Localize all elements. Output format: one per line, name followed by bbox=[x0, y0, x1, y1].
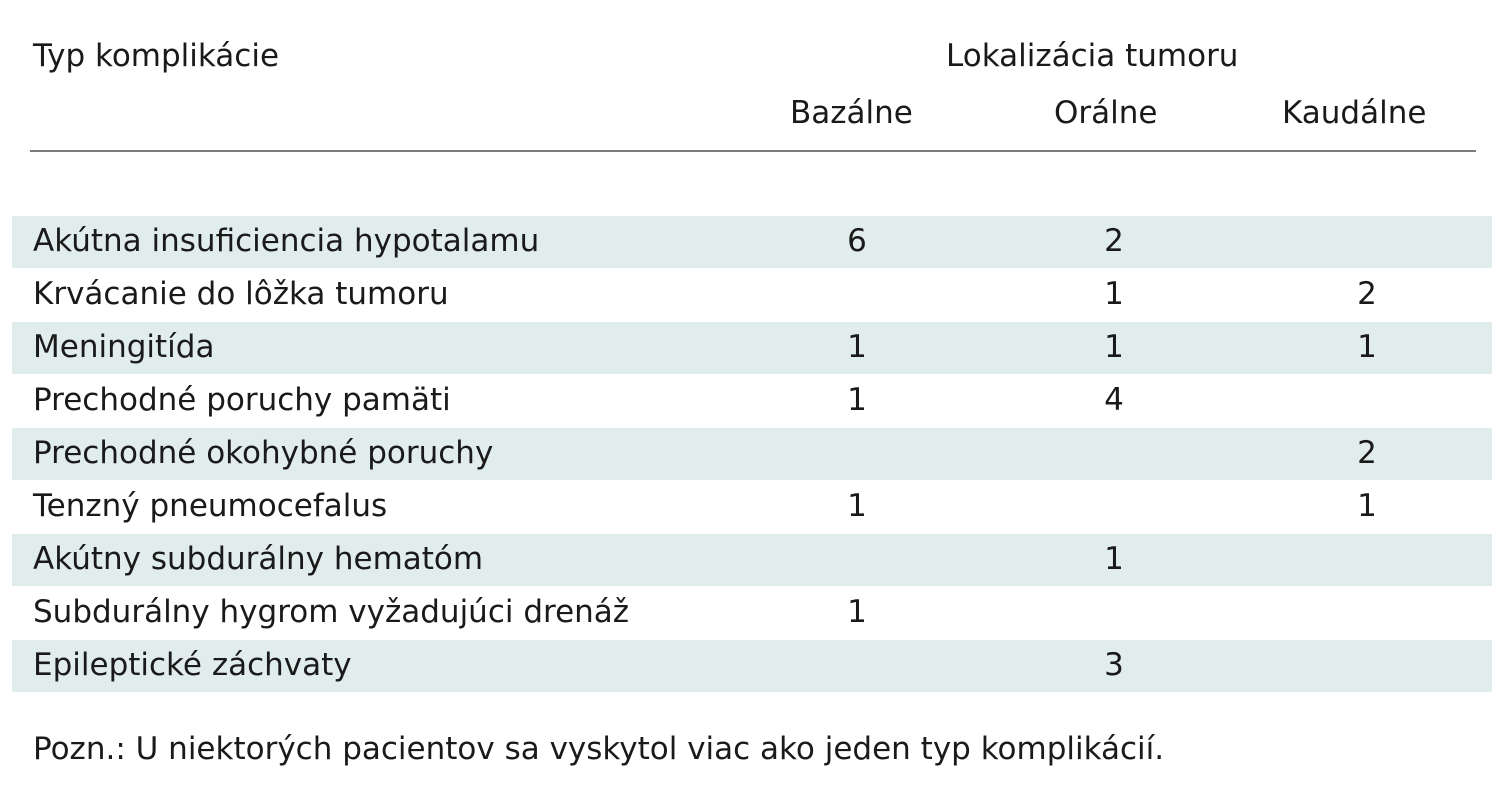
table-row bbox=[12, 269, 1492, 321]
row-value-orálne: 1 bbox=[1104, 329, 1124, 365]
row-value-bazálne: 1 bbox=[847, 594, 867, 630]
table-row bbox=[12, 375, 1492, 427]
row-value-orálne: 1 bbox=[1104, 541, 1124, 577]
row-value-kaudálne: 1 bbox=[1357, 488, 1377, 524]
header-col-bazalne: Bazálne bbox=[790, 95, 913, 131]
row-value-kaudálne: 2 bbox=[1357, 276, 1377, 312]
header-divider bbox=[30, 150, 1476, 152]
table-row bbox=[12, 640, 1492, 692]
row-value-orálne: 2 bbox=[1104, 223, 1124, 259]
table-row bbox=[12, 534, 1492, 586]
header-tumor-location: Lokalizácia tumoru bbox=[946, 38, 1239, 74]
row-label: Meningitída bbox=[33, 329, 215, 365]
row-label: Epileptické záchvaty bbox=[33, 647, 352, 683]
row-value-orálne: 1 bbox=[1104, 276, 1124, 312]
row-label: Prechodné poruchy pamäti bbox=[33, 382, 451, 418]
row-value-bazálne: 1 bbox=[847, 382, 867, 418]
table-row bbox=[12, 428, 1492, 480]
header-col-oralne: Orálne bbox=[1054, 95, 1158, 131]
header-complication-type: Typ komplikácie bbox=[33, 38, 280, 74]
table-row bbox=[12, 587, 1492, 639]
row-value-bazálne: 1 bbox=[847, 488, 867, 524]
table-row bbox=[12, 481, 1492, 533]
row-label: Akútny subdurálny hematóm bbox=[33, 541, 484, 577]
row-label: Krvácanie do lôžka tumoru bbox=[33, 276, 449, 312]
row-label: Prechodné okohybné poruchy bbox=[33, 435, 494, 471]
row-label: Subdurálny hygrom vyžadujúci drenáž bbox=[33, 594, 630, 630]
header-col-kaudalne: Kaudálne bbox=[1282, 95, 1427, 131]
row-value-bazálne: 1 bbox=[847, 329, 867, 365]
row-value-bazálne: 6 bbox=[847, 223, 867, 259]
table-row bbox=[12, 322, 1492, 374]
row-label: Akútna insuficiencia hypotalamu bbox=[33, 223, 540, 259]
row-value-orálne: 4 bbox=[1104, 382, 1124, 418]
row-value-kaudálne: 1 bbox=[1357, 329, 1377, 365]
table-row bbox=[12, 216, 1492, 268]
row-value-kaudálne: 2 bbox=[1357, 435, 1377, 471]
row-value-orálne: 3 bbox=[1104, 647, 1124, 683]
table-footnote: Pozn.: U niektorých pacientov sa vyskytol viac ako jeden typ komplikácií. bbox=[33, 731, 1165, 767]
row-label: Tenzný pneumocefalus bbox=[33, 488, 388, 524]
